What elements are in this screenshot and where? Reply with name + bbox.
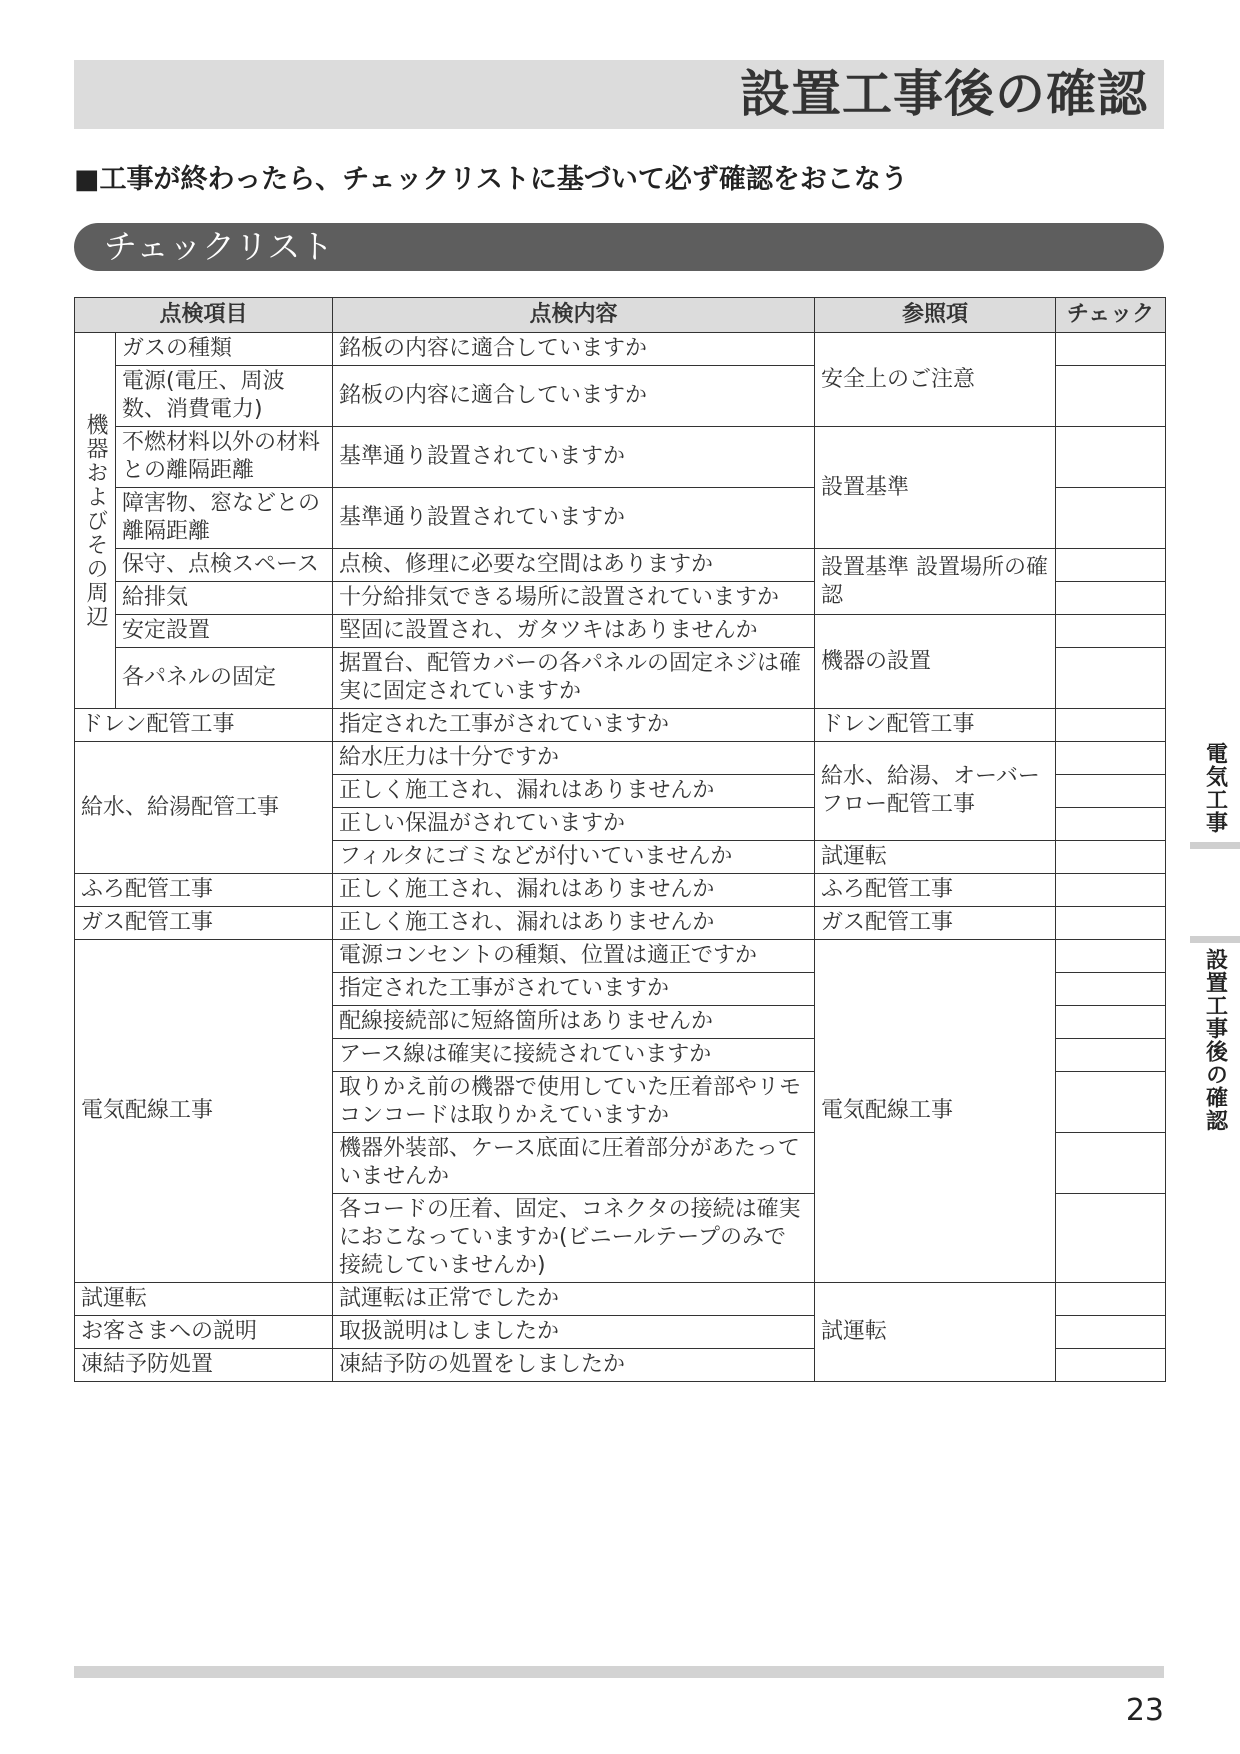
check-content: 各コードの圧着、固定、コネクタの接続は確実におこなっていますか(ビニールテープのみで接続していませんか) bbox=[333, 1194, 815, 1283]
check-box[interactable] bbox=[1056, 549, 1166, 582]
table-row bbox=[75, 1283, 1166, 1316]
check-content: 銘板の内容に適合していますか bbox=[333, 366, 815, 427]
check-content: 機器外装部、ケース底面に圧着部分があたっていませんか bbox=[333, 1133, 815, 1194]
check-box[interactable] bbox=[1056, 582, 1166, 615]
reference: 給水、給湯、オーバーフロー配管工事 bbox=[815, 742, 1056, 841]
check-content: 正しい保温がされていますか bbox=[333, 808, 815, 841]
check-box[interactable] bbox=[1056, 1133, 1166, 1194]
check-item: 安定設置 bbox=[116, 615, 333, 648]
check-item: 凍結予防処置 bbox=[75, 1349, 333, 1382]
check-item: お客さまへの説明 bbox=[75, 1316, 333, 1349]
reference: 安全上のご注意 bbox=[815, 333, 1056, 427]
check-item: 電源(電圧、周波数、消費電力) bbox=[116, 366, 333, 427]
instruction-heading: ■工事が終わったら、チェックリストに基づいて必ず確認をおこなう bbox=[74, 164, 908, 195]
check-item: ガス配管工事 bbox=[75, 907, 333, 940]
check-box[interactable] bbox=[1056, 1316, 1166, 1349]
check-box[interactable] bbox=[1056, 427, 1166, 488]
check-box[interactable] bbox=[1056, 709, 1166, 742]
reference: 試運転 bbox=[815, 841, 1056, 874]
table-header-row bbox=[75, 298, 1166, 333]
check-item: 保守、点検スペース bbox=[116, 549, 333, 582]
check-box[interactable] bbox=[1056, 1349, 1166, 1382]
side-tab-electrical[interactable] bbox=[1190, 742, 1240, 834]
check-box[interactable] bbox=[1056, 907, 1166, 940]
check-content: 給水圧力は十分ですか bbox=[333, 742, 815, 775]
table-row bbox=[75, 709, 1166, 742]
header-check: チェック bbox=[1056, 298, 1166, 333]
check-box[interactable] bbox=[1056, 742, 1166, 775]
check-item: 給排気 bbox=[116, 582, 333, 615]
reference: ふろ配管工事 bbox=[815, 874, 1056, 907]
check-box[interactable] bbox=[1056, 1194, 1166, 1283]
check-content: 基準通り設置されていますか bbox=[333, 488, 815, 549]
check-content: 指定された工事がされていますか bbox=[333, 709, 815, 742]
check-item: 電気配線工事 bbox=[75, 940, 333, 1283]
title-bar bbox=[74, 60, 1164, 129]
check-item: 各パネルの固定 bbox=[116, 648, 333, 709]
page-title: 設置工事後の確認 bbox=[740, 65, 1148, 123]
header-item: 点検項目 bbox=[75, 298, 333, 333]
side-tab-post-install[interactable] bbox=[1190, 948, 1240, 1132]
checklist-table bbox=[74, 297, 1166, 1382]
footer-bar bbox=[74, 1666, 1164, 1678]
check-content: 据置台、配管カバーの各パネルの固定ネジは確実に固定されていますか bbox=[333, 648, 815, 709]
check-box[interactable] bbox=[1056, 1006, 1166, 1039]
side-tab-post-install-label: 設置工事後の確認 bbox=[1202, 948, 1228, 1132]
table-row bbox=[75, 907, 1166, 940]
reference: ガス配管工事 bbox=[815, 907, 1056, 940]
check-content: 凍結予防の処置をしましたか bbox=[333, 1349, 815, 1382]
check-box[interactable] bbox=[1056, 333, 1166, 366]
check-content: 正しく施工され、漏れはありませんか bbox=[333, 874, 815, 907]
check-content: 正しく施工され、漏れはありませんか bbox=[333, 907, 815, 940]
check-item: ガスの種類 bbox=[116, 333, 333, 366]
header-reference: 参照項 bbox=[815, 298, 1056, 333]
table-row bbox=[75, 874, 1166, 907]
reference: ドレン配管工事 bbox=[815, 709, 1056, 742]
side-tab-electrical-bar bbox=[1190, 842, 1240, 849]
table-row bbox=[75, 549, 1166, 582]
check-box[interactable] bbox=[1056, 648, 1166, 709]
check-box[interactable] bbox=[1056, 874, 1166, 907]
check-content: 正しく施工され、漏れはありませんか bbox=[333, 775, 815, 808]
check-item: ふろ配管工事 bbox=[75, 874, 333, 907]
check-box[interactable] bbox=[1056, 841, 1166, 874]
section-header bbox=[74, 223, 1164, 271]
check-item: ドレン配管工事 bbox=[75, 709, 333, 742]
reference: 試運転 bbox=[815, 1283, 1056, 1382]
check-box[interactable] bbox=[1056, 366, 1166, 427]
check-content: 試運転は正常でしたか bbox=[333, 1283, 815, 1316]
check-item: 給水、給湯配管工事 bbox=[75, 742, 333, 874]
check-content: 銘板の内容に適合していますか bbox=[333, 333, 815, 366]
check-box[interactable] bbox=[1056, 1039, 1166, 1072]
table-row bbox=[75, 615, 1166, 648]
check-content: 配線接続部に短絡箇所はありませんか bbox=[333, 1006, 815, 1039]
check-box[interactable] bbox=[1056, 615, 1166, 648]
reference: 設置基準 設置場所の確認 bbox=[815, 549, 1056, 615]
check-content: 十分給排気できる場所に設置されていますか bbox=[333, 582, 815, 615]
check-box[interactable] bbox=[1056, 1283, 1166, 1316]
check-box[interactable] bbox=[1056, 775, 1166, 808]
check-box[interactable] bbox=[1056, 940, 1166, 973]
check-box[interactable] bbox=[1056, 488, 1166, 549]
check-content: 堅固に設置され、ガタツキはありませんか bbox=[333, 615, 815, 648]
check-box[interactable] bbox=[1056, 1072, 1166, 1133]
check-item: 障害物、窓などとの離隔距離 bbox=[116, 488, 333, 549]
check-content: アース線は確実に接続されていますか bbox=[333, 1039, 815, 1072]
reference: 電気配線工事 bbox=[815, 940, 1056, 1283]
check-content: 取りかえ前の機器で使用していた圧着部やリモコンコードは取りかえていますか bbox=[333, 1072, 815, 1133]
check-content: 基準通り設置されていますか bbox=[333, 427, 815, 488]
reference: 機器の設置 bbox=[815, 615, 1056, 709]
side-tab-post-install-bar bbox=[1190, 936, 1240, 943]
table-row bbox=[75, 940, 1166, 973]
header-content: 点検内容 bbox=[333, 298, 815, 333]
reference: 設置基準 bbox=[815, 427, 1056, 549]
check-item: 不燃材料以外の材料との離隔距離 bbox=[116, 427, 333, 488]
check-content: フィルタにゴミなどが付いていませんか bbox=[333, 841, 815, 874]
check-box[interactable] bbox=[1056, 808, 1166, 841]
section-label: チェックリスト bbox=[104, 227, 334, 266]
check-content: 点検、修理に必要な空間はありますか bbox=[333, 549, 815, 582]
side-tab-electrical-label: 電気工事 bbox=[1202, 742, 1228, 834]
table-row bbox=[75, 333, 1166, 366]
check-content: 指定された工事がされていますか bbox=[333, 973, 815, 1006]
table-row bbox=[75, 427, 1166, 488]
page-number: 23 bbox=[1125, 1693, 1164, 1728]
table-row bbox=[75, 742, 1166, 775]
check-content: 取扱説明はしましたか bbox=[333, 1316, 815, 1349]
check-item: 試運転 bbox=[75, 1283, 333, 1316]
check-box[interactable] bbox=[1056, 973, 1166, 1006]
group-label: 機器およびその周辺 bbox=[75, 333, 116, 709]
check-content: 電源コンセントの種類、位置は適正ですか bbox=[333, 940, 815, 973]
